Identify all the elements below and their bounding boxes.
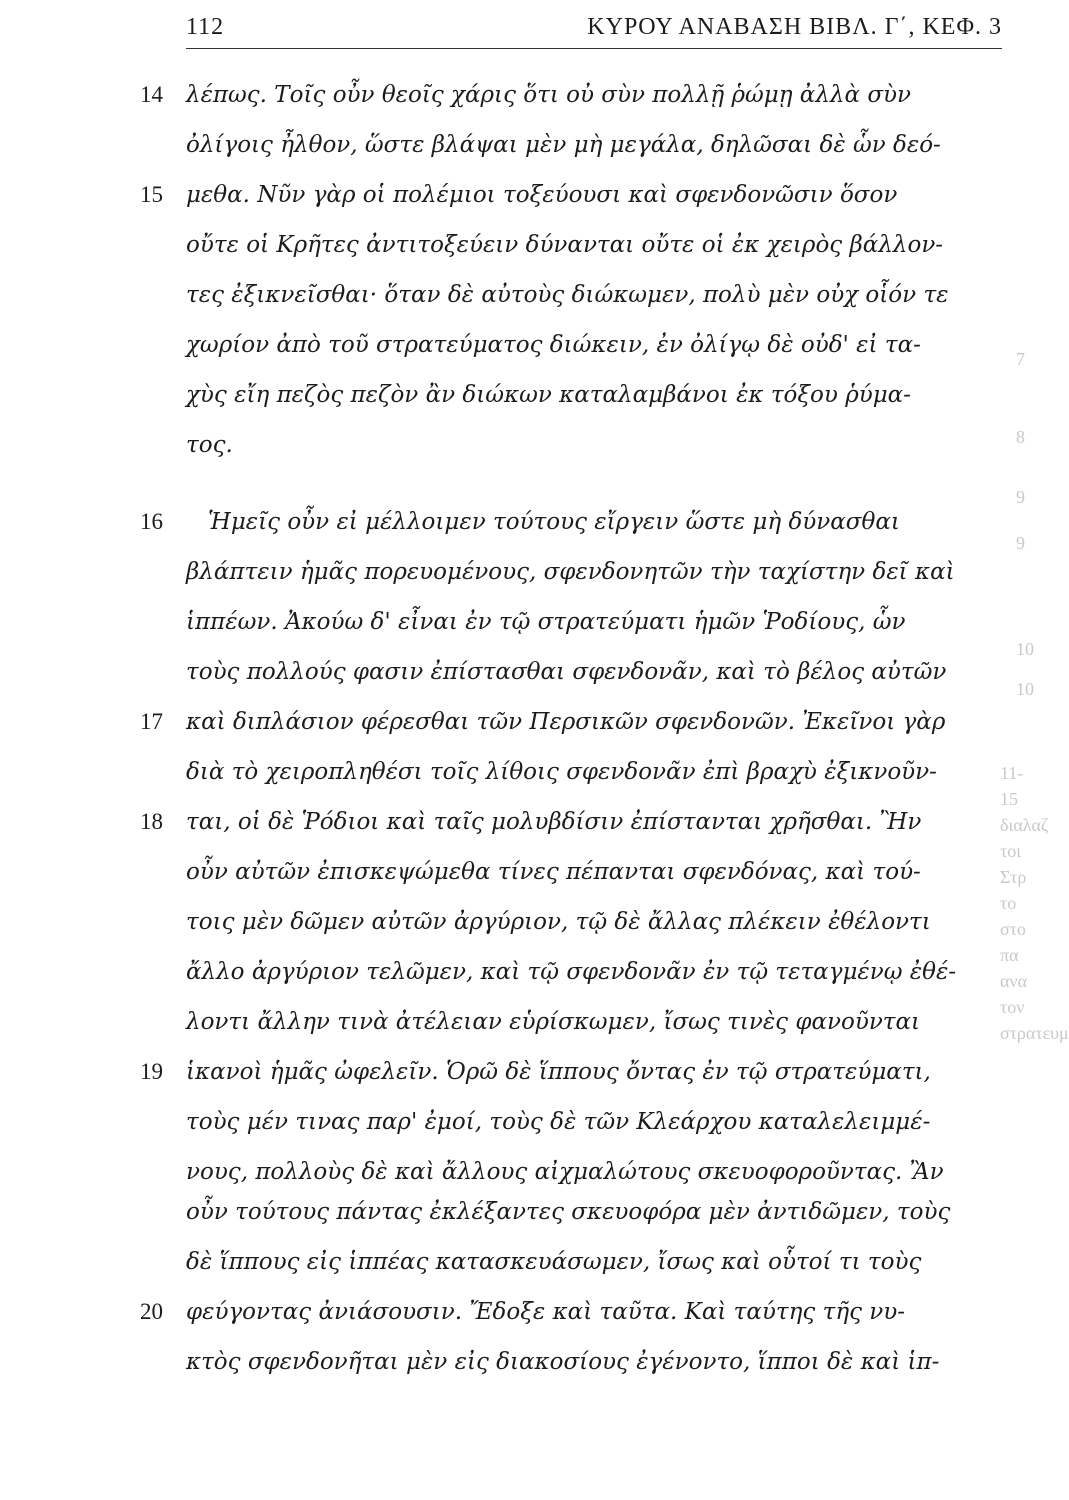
text-line: χωρίον ἀπὸ τοῦ στρατεύματος διώκειν, ἐν ὀλίγῳ δὲ οὐδ' εἰ τα-: [186, 332, 921, 358]
text-line: δὲ ἵππους εἰς ἱππέας κατασκευάσωμεν, ἴσως καὶ οὗτοί τι τοὺς: [186, 1249, 922, 1275]
bleed-number: 7: [1016, 349, 1025, 369]
line-number: 19: [140, 1059, 163, 1084]
line-number: 14: [140, 82, 163, 107]
text-line: λέπως. Τοῖς οὖν θεοῖς χάρις ὅτι οὐ σὺν πολλῇ ῥώμῃ ἀλλὰ σὺν: [186, 82, 911, 108]
bleed-margin-note: [1000, 760, 1069, 1046]
bleed-note-line: διαλαζ: [1000, 815, 1049, 835]
text-line: βλάπτειν ἡμᾶς πορευομένους, σφενδονητῶν τὴν ταχίστην δεῖ καὶ: [186, 559, 955, 585]
text-line: ἱκανοὶ ἡμᾶς ὠφελεῖν. Ὁρῶ δὲ ἵππους ὄντας ἐν τῷ στρατεύματι,: [186, 1059, 931, 1085]
text-line: μεθα. Νῦν γὰρ οἱ πολέμιοι τοξεύουσι καὶ σφενδονῶσιν ὅσον: [186, 182, 898, 208]
bleed-number: 9: [1016, 487, 1025, 507]
line-number: 18: [140, 809, 163, 834]
bleed-note-line: ανα τον: [1000, 971, 1027, 1017]
bleed-note-line: 11-15: [1000, 763, 1024, 809]
text-line: καὶ διπλάσιον φέρεσθαι τῶν Περσικῶν σφενδονῶν. Ἐκεῖνοι γὰρ: [186, 709, 946, 735]
page-number: 112: [186, 14, 225, 40]
text-line: τοὺς πολλούς φασιν ἐπίστασθαι σφενδονᾶν, καὶ τὸ βέλος αὐτῶν: [186, 659, 947, 685]
text-line: ὀλίγοις ἦλθον, ὥστε βλάψαι μὲν μὴ μεγάλα, δηλῶσαι δὲ ὧν δεό-: [186, 132, 941, 158]
running-header: [186, 14, 1002, 44]
running-title: ΚΥΡΟΥ ΑΝΑΒΑΣΗ ΒΙΒΛ. Γ΄, ΚΕΦ. 3: [587, 14, 1002, 40]
line-number: 17: [140, 709, 163, 734]
bleed-note-line: τοι Στρ: [1000, 841, 1027, 887]
text-line: χὺς εἴη πεζὸς πεζὸν ἂν διώκων καταλαμβάνοι ἐκ τόξου ῥύμα-: [186, 382, 911, 408]
text-line: ἄλλο ἀργύριον τελῶμεν, καὶ τῷ σφενδονᾶν ἐν τῷ τεταγμένῳ ἐθέ-: [186, 959, 957, 985]
text-line: φεύγοντας ἀνιάσουσιν. Ἔδοξε καὶ ταῦτα. Καὶ ταύτης τῆς νυ-: [186, 1299, 906, 1325]
bleed-note-line: στρατευμ: [1000, 1023, 1069, 1043]
text-line: τος.: [186, 432, 233, 458]
text-line: ται, οἱ δὲ Ῥόδιοι καὶ ταῖς μολυβδίσιν ἐπίστανται χρῆσθαι. Ἢν: [186, 809, 922, 835]
bleed-number: 10: [1016, 679, 1034, 699]
line-number: 16: [140, 509, 163, 534]
text-line: ἱππέων. Ἀκούω δ' εἶναι ἐν τῷ στρατεύματι ἡμῶν Ῥοδίους, ὧν: [186, 609, 906, 635]
text-line: διὰ τὸ χειροπληθέσι τοῖς λίθοις σφενδονᾶν ἐπὶ βραχὺ ἐξικνοῦν-: [186, 759, 937, 785]
text-line: Ἡμεῖς οὖν εἰ μέλλοιμεν τούτους εἴργειν ὥστε μὴ δύνασθαι: [208, 509, 900, 535]
text-line: τοὺς μέν τινας παρ' ἐμοί, τοὺς δὲ τῶν Κλεάρχου καταλελειμμέ-: [186, 1109, 931, 1135]
bleed-number: 10: [1016, 639, 1034, 659]
bleed-note-line: το στο πα: [1000, 893, 1026, 965]
text-line: τοις μὲν δῶμεν αὐτῶν ἀργύριον, τῷ δὲ ἄλλας πλέκειν ἐθέλοντι: [186, 909, 931, 935]
text-line: οὖν τούτους πάντας ἐκλέξαντες σκευοφόρα μὲν ἀντιδῶμεν, τοὺς: [186, 1199, 951, 1225]
line-number: 20: [140, 1299, 163, 1324]
text-line: οὔτε οἱ Κρῆτες ἀντιτοξεύειν δύνανται οὔτε οἱ ἐκ χειρὸς βάλλον-: [186, 232, 944, 258]
text-line: οὖν αὐτῶν ἐπισκεψώμεθα τίνες πέπανται σφενδόνας, καὶ τού-: [186, 859, 921, 885]
bleed-number: 9: [1016, 533, 1025, 553]
line-number: 15: [140, 182, 163, 207]
text-line: λοντι ἄλλην τινὰ ἀτέλειαν εὑρίσκωμεν, ἴσως τινὲς φανοῦνται: [186, 1009, 921, 1035]
bleed-number: 8: [1016, 427, 1025, 447]
text-line: νους, πολλοὺς δὲ καὶ ἄλλους αἰχμαλώτους σκευοφοροῦντας. Ἂν: [186, 1159, 944, 1185]
text-line: κτὸς σφενδονῆται μὲν εἰς διακοσίους ἐγένοντο, ἵπποι δὲ καὶ ἱπ-: [186, 1349, 940, 1375]
text-line: τες ἐξικνεῖσθαι· ὅταν δὲ αὐτοὺς διώκωμεν, πολὺ μὲν οὐχ οἷόν τε: [186, 282, 949, 308]
header-rule: [186, 48, 1002, 49]
